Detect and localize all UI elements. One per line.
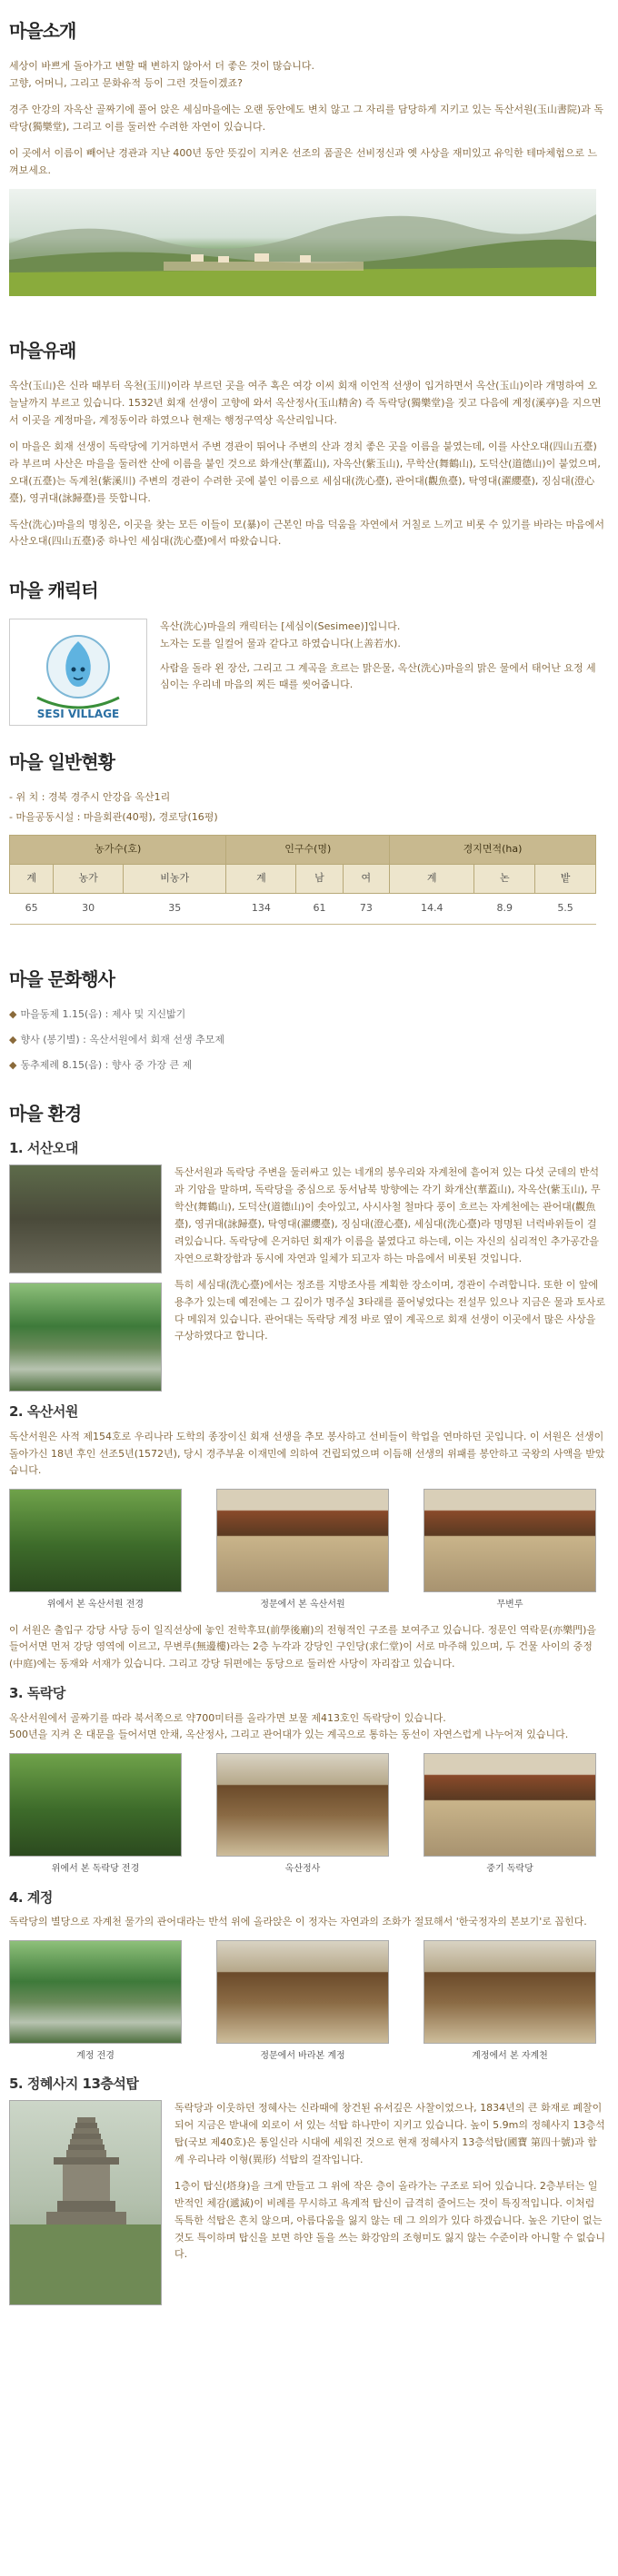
env-section-5-paragraph-1: 독락당과 이웃하던 정혜사는 신라때에 창건된 유서깊은 사찰이었으나, 1834년의 큰 화재로 폐찰이 되어 지금은 받내에 외로이 서 있는 석탑 하나만이 지키고 있습니다. 높이 5.9m의 정혜사지 13층석탑(국보 제40호)은 통일신라 시대에 세워진 것으로 현재 정혜사지 13층석탑(國寶 第四十號)과 함께 우리나라 이형(異形) 석탑의 걸작입니다. bbox=[174, 2102, 605, 2165]
culture-item bbox=[9, 1057, 605, 1074]
photo-caption: 계정 전경 bbox=[76, 2050, 115, 2061]
photo bbox=[424, 1940, 596, 2044]
environment-title: 마을 환경 bbox=[9, 1102, 82, 1125]
stone-pagoda-illustration bbox=[10, 2101, 162, 2305]
status-table bbox=[9, 835, 596, 925]
photo-caption: 무변루 bbox=[496, 1600, 523, 1610]
origin-paragraph-1: 옥산(玉山)은 신라 때부터 옥천(玉川)이라 부르던 곳을 여주 혹은 여강 이씨 회재 이언적 선생이 입거하면서 옥산(玉山)이라 개명하여 오늘날까지 부르고 있습니다. 1532년 회재 선생이 고향에 와서 옥산정사(玉山精舍) 즉 독락당(獨樂堂)을 짓고 다음에 계정(溪亭)을 지으면서 이곳을 계정마을, 계정동이라 하였으나 현재는 행정구역상 옥산리입니다. bbox=[9, 380, 602, 427]
table-cell: 14.4 bbox=[390, 893, 474, 924]
intro-lead: 세상이 바쁘게 돌아가고 변할 때 변하지 않아서 더 좋은 것이 많습니다. 고향, 어머니, 그리고 문화유적 등이 그런 것들이겠죠? bbox=[9, 60, 314, 90]
table-header: 논 bbox=[474, 864, 535, 893]
photo-caption: 정문에서 바라본 계정 bbox=[260, 2050, 345, 2061]
env-section-5-title: 5. 정혜사지 13층석탑 bbox=[9, 2075, 139, 2092]
seosan-rock-photo bbox=[9, 1164, 162, 1273]
character-paragraph-1: 옥산(洗心)마을의 캐릭터는 [세심이(Sesimee)]입니다. 노자는 도를 일컬어 물과 같다고 하였습니다(上善若水). bbox=[160, 619, 401, 649]
env-section-1 bbox=[9, 1164, 605, 1392]
intro-paragraph-1: 경주 안강의 자옥산 골짜기에 풀어 앉은 세심마을에는 오랜 동안에도 변치 않고 그 자리를 담당하게 지키고 있는 독산서원(玉山書院)과 독락당(獨樂堂), 그리고 이를 둘러싼 수려한 자연이 있습니다. bbox=[9, 104, 603, 134]
table-cell: 61 bbox=[296, 893, 343, 924]
photo bbox=[216, 1753, 389, 1857]
table-row bbox=[10, 893, 596, 924]
character-logo-text: SESI VILLAGE bbox=[36, 707, 120, 720]
character-logo-image bbox=[9, 619, 147, 726]
env-section-2-paragraph-1: 독산서원은 사적 제154호로 우리나라 도학의 종장이신 회재 선생을 추모 봉사하고 선비들이 학업을 연마하던 곳입니다. 이 서원은 선생이 돌아가신 18년 후인 선조5년(1572년), 당시 경주부윤 이재민에 의하여 건립되었으며 이듬해 선생의 위패를 봉안하고 국왕의 사액을 받았습니다. bbox=[9, 1430, 605, 1477]
culture-item bbox=[9, 1032, 605, 1048]
village-landscape-image bbox=[9, 189, 596, 296]
photo-caption: 위에서 본 옥산서원 전경 bbox=[46, 1600, 145, 1610]
intro-paragraph-2: 이 곳에서 이름이 빼어난 경관과 지난 400년 동안 뜻깊이 지켜온 선조의 품골은 선비정신과 옛 사상을 재미있고 유익한 테마체험으로 느껴보세요. bbox=[9, 147, 598, 176]
table-header: 계 bbox=[226, 864, 296, 893]
status-title: 마을 일반현황 bbox=[9, 750, 115, 773]
table-group-land: 경지면적(ha) bbox=[390, 835, 596, 864]
env-section-5-paragraph-2: 1층이 탑신(塔身)을 크게 만들고 그 위에 작은 층이 올라가는 구조로 되어 있습니다. 2층부터는 일반적인 체감(遞減)이 비례를 무시하고 욕계적 탑신이 급격히 줄어드는 것이 특징적입니다. 이처럼 독특한 석탑은 흔치 않으며, 아름다움을 잃지 않는 데 그 의의가 있다 하겠습니다. 높은 기단이 없는 것도 특이하며 탑신을 보면 하얀 돌을 쓰는 화강암의 조형미도 잃지 않는 수준이라 아니할 수 없습니다. bbox=[174, 2179, 605, 2261]
table-header: 비농가 bbox=[124, 864, 226, 893]
env-section-4-title: 4. 계정 bbox=[9, 1888, 53, 1906]
character-paragraph-2: 사람을 돌라 왼 장산, 그리고 그 계곡을 흐르는 맑은물, 옥산(洗心)마을의 맑은 물에서 태어난 요정 세심이는 우리네 마음의 찌든 때를 씻어줍니다. bbox=[160, 661, 596, 691]
culture-title: 마을 문화행사 bbox=[9, 967, 115, 990]
gyejeong-photos bbox=[9, 1940, 596, 2064]
character-title: 마을 캐릭터 bbox=[9, 580, 98, 602]
env-section-3-paragraph-1: 옥산서원에서 골짜기를 따라 북서쪽으로 약700미터를 올라가면 보물 제413호인 독락당이 있습니다. 500년을 지켜 온 대문을 들어서면 안채, 옥산정사, 그리고 관어대가 있는 계곡으로 통하는 동선이 자연스럽게 나누어져 있습니다. bbox=[9, 1711, 569, 1741]
env-section-3-title: 3. 독락당 bbox=[9, 1685, 65, 1702]
photo-caption: 계정에서 본 자계천 bbox=[472, 2050, 548, 2061]
character-block bbox=[9, 619, 605, 726]
photo-caption: 중기 독락당 bbox=[486, 1864, 533, 1875]
origin-paragraph-3: 독산(洗心)마을의 명칭은, 이곳을 찾는 모든 이들이 모(暴)이 근본인 마음 덕움을 자연에서 거칠로 느끼고 비롯 수 있기를 바라는 마음에서 사산오대(四山五臺)중 하나인 세심대(洗心臺)에서 따왔습니다. bbox=[9, 518, 605, 548]
sesimee-character-icon bbox=[10, 619, 146, 725]
env-section-5 bbox=[9, 2100, 605, 2305]
env-section-1-title: 1. 서산오대 bbox=[9, 1140, 78, 1156]
table-group-farm: 농가수(호) bbox=[10, 835, 226, 864]
table-header: 농가 bbox=[54, 864, 124, 893]
culture-item-text: 향사 (봉기별) : 옥산서원에서 회재 선생 추모제 bbox=[20, 1033, 225, 1045]
origin-title: 마을유래 bbox=[9, 339, 76, 362]
table-cell: 30 bbox=[54, 893, 124, 924]
table-header: 계 bbox=[10, 864, 54, 893]
env-section-2-paragraph-2: 이 서원은 출입구 강당 사당 등이 일직선상에 놓인 전학후묘(前學後廟)의 전형적인 구조를 보여주고 있습니다. 정문인 역락문(亦樂門)을 들어서면 먼저 강당 영역에 이르고, 무변루(無邊樓)라는 2층 누각과 강당인 구인당(求仁堂)이 서로 마주해 있으며, 두 건물 사이의 중정(中庭)에는 동재와 서재가 있습니다. 그리고 강당 뒤편에는 동당으로 둘러싼 사당이 자리잡고 있습니다. bbox=[9, 1623, 597, 1670]
diamond-bullet-icon: ◆ bbox=[9, 1008, 17, 1021]
photo bbox=[424, 1753, 596, 1857]
photo-caption: 위에서 본 독락당 전경 bbox=[51, 1864, 140, 1875]
photo bbox=[9, 1753, 182, 1857]
table-cell: 65 bbox=[10, 893, 54, 924]
photo-caption: 옥산정사 bbox=[284, 1864, 321, 1875]
table-header: 계 bbox=[390, 864, 474, 893]
pagoda-photo bbox=[9, 2100, 162, 2305]
table-cell: 73 bbox=[343, 893, 389, 924]
diamond-bullet-icon: ◆ bbox=[9, 1033, 17, 1045]
diamond-bullet-icon: ◆ bbox=[9, 1058, 17, 1071]
photo bbox=[9, 1940, 182, 2044]
status-facility: - 마을공동시설 : 마을회관(40평), 경로당(16평) bbox=[9, 810, 218, 823]
dokrakdang-photos bbox=[9, 1753, 596, 1877]
culture-item-text: 동추제례 8.15(음) : 향사 중 가장 큰 제 bbox=[20, 1058, 193, 1071]
table-header: 여 bbox=[343, 864, 389, 893]
table-cell: 134 bbox=[226, 893, 296, 924]
culture-item bbox=[9, 1006, 605, 1023]
photo bbox=[216, 1940, 389, 2044]
env-section-1-paragraph-2: 특히 세심대(洗心臺)에서는 정조를 지방조사를 계획한 장소이며, 경관이 수려합니다. 또한 이 앞에 용추가 있는데 예전에는 그 깊이가 명주실 3타래를 풀어넣었다는 전설무 있으나 지금은 물과 토사로 다 메워져 있습니다. 관어대는 독락당 계정 바로 옆이 계곡으로 회재 선생이 이곳에서 많은 사상을 구상하였다고 합니다. bbox=[174, 1278, 605, 1342]
photo bbox=[216, 1489, 389, 1592]
table-cell: 8.9 bbox=[474, 893, 535, 924]
table-cell: 35 bbox=[124, 893, 226, 924]
status-location: - 위 치 : 경북 경주시 안강읍 옥산1리 bbox=[9, 791, 171, 804]
photo bbox=[424, 1489, 596, 1592]
oksan-seowon-photos bbox=[9, 1489, 596, 1612]
seosan-stream-photo bbox=[9, 1283, 162, 1392]
table-cell: 5.5 bbox=[535, 893, 596, 924]
env-section-4-paragraph-1: 독락당의 별당으로 자계천 물가의 관어대라는 반석 위에 올라앉은 이 정자는 자연과의 조화가 절묘해서 '한국정자의 본보기'로 꼽힌다. bbox=[9, 1915, 587, 1927]
culture-item-text: 마을동제 1.15(음) : 제사 및 지신밟기 bbox=[20, 1008, 186, 1021]
env-section-2-title: 2. 옥산서원 bbox=[9, 1403, 78, 1421]
photo-caption: 정문에서 본 옥산서원 bbox=[260, 1600, 345, 1610]
table-header: 밭 bbox=[535, 864, 596, 893]
landscape-illustration bbox=[9, 189, 596, 296]
table-header: 남 bbox=[296, 864, 343, 893]
character-description bbox=[160, 619, 605, 726]
intro-title: 마을소개 bbox=[9, 20, 76, 42]
origin-paragraph-2: 이 마을은 회재 선생이 독락당에 기거하면서 주변 경관이 뛰어나 주변의 산과 경치 좋은 곳을 이름을 붙였는데, 이를 사산오대(四山五臺)라 부르며 사산은 마을을 둘러싼 산에 이름을 붙인 것으로 화개산(華蓋山), 자옥산(紫玉山), 무학산(舞鶴山), 도덕산(道德山)이 붙었으며, 오대(五臺)는 독계천(紫溪川) 주변의 경관이 수려한 곳에 붙인 이름으로 세심대(洗心臺), 관어대(觀魚臺), 탁영대(濯纓臺), 징심대(澄心臺), 영귀대(詠歸臺)를 뜻합니다. bbox=[9, 440, 601, 504]
table-group-population: 인구수(명) bbox=[226, 835, 390, 864]
photo bbox=[9, 1489, 182, 1592]
env-section-1-paragraph-1: 독산서원과 독락당 주변을 둘러싸고 있는 네개의 봉우리와 자계천에 흩어져 있는 다섯 군데의 반석과 기암을 말하며, 독락당을 중심으로 동서남북 방향에는 각기 화개산(華蓋山), 자옥산(紫玉山), 무학산(舞鶴山), 도덕산(道德山)이 솟아있고, 사시사철 철마다 풍이 흐르는 자계천에는 관어대(觀魚臺), 영귀대(詠歸臺), 탁영대(濯纓臺), 징심대(澄心臺), 세심대(洗心臺)라 명명된 너럭바위들이 걸려있습니다. 독락당에 은거하던 회재가 이름을 붙였다고 하는데, 이는 자신의 심리적인 추가공간을 자연으로확장함과 동시에 자연과 일체가 되고자 하는 마음에서 비롯된 것입니다. bbox=[174, 1166, 601, 1264]
